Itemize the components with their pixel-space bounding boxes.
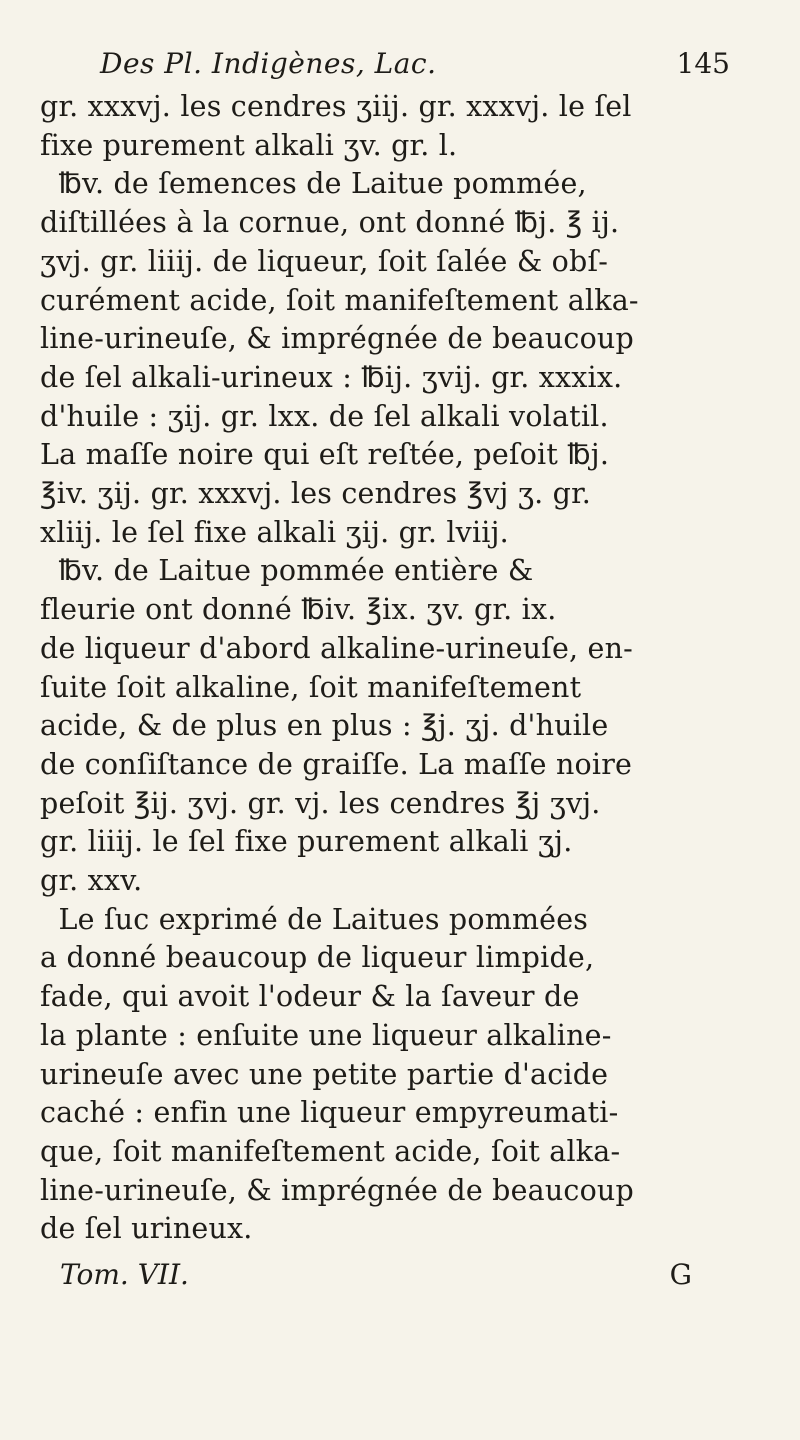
text-line: gr. xxxvj. les cendres ʒiij. gr. xxxvj. le ſel <box>40 90 632 123</box>
text-line: d'huile : ʒij. gr. lxx. de ſel alkali volatil. <box>40 399 609 433</box>
page-header <box>40 40 760 88</box>
text-line: ʒvj. gr. liiij. de liqueur, ſoit ſalée & obſ- <box>40 244 609 278</box>
text-line: ℥iv. ʒij. gr. xxxvj. les cendres ℥vj ʒ. gr. <box>40 477 592 511</box>
running-title: Des Pl. Indigènes, Lac. <box>100 47 437 80</box>
text-line: gr. xxv. <box>40 864 143 898</box>
text-line: de ſel alkali-urineux : ℔ij. ʒvij. gr. xxxix. <box>40 360 623 394</box>
text-line: peſoit ℥ij. ʒvj. gr. vj. les cendres ℥j ʒvj. <box>40 786 601 820</box>
text-line: line-urineuſe, & imprégnée de beaucoup <box>40 1173 634 1207</box>
text-line: La maſſe noire qui eſt reſtée, peſoit ℔j. <box>40 438 610 472</box>
text-line: de conſiſtance de graiſſe. La maſſe noire <box>40 747 633 781</box>
text-line: que, ſoit manifeſtement acide, ſoit alka- <box>40 1134 621 1168</box>
text-line: curément acide, ſoit manifeſtement alka- <box>40 283 639 317</box>
text-line: fixe purement alkali ʒv. gr. l. <box>40 128 458 162</box>
text-line: ℔v. de ſemences de Laitue pommée, <box>40 167 587 201</box>
text-line: de liqueur d'abord alkaline-urineuſe, en- <box>40 631 634 665</box>
text-line: urineuſe avec une petite partie d'acide <box>40 1057 609 1091</box>
text-line: line-urineuſe, & imprégnée de beaucoup <box>40 322 634 356</box>
text-line: de ſel urineux. <box>40 1212 253 1246</box>
volume-label: Tom. VII. <box>60 1258 189 1291</box>
page-number: 145 <box>676 47 730 80</box>
text-line: gr. liiij. le ſel fixe purement alkali ʒj. <box>40 825 573 859</box>
text-line: acide, & de plus en plus : ℥j. ʒj. d'huile <box>40 709 609 743</box>
text-line: fleurie ont donné ℔iv. ℥ix. ʒv. gr. ix. <box>40 593 557 627</box>
page-body-text <box>40 88 760 1249</box>
text-line: xliij. le ſel fixe alkali ʒij. gr. lviij. <box>40 515 509 549</box>
text-line: diſtillées à la cornue, ont donné ℔j. ℥ ij. <box>40 206 620 240</box>
text-line: caché : enfin une liqueur empyreumati- <box>40 1096 619 1130</box>
text-line: ſuite ſoit alkaline, ſoit manifeſtement <box>40 670 582 704</box>
signature-mark: G <box>669 1258 692 1291</box>
text-line: a donné beaucoup de liqueur limpide, <box>40 941 595 975</box>
page-footer <box>60 1255 720 1295</box>
text-line: Le ſuc exprimé de Laitues pommées <box>40 902 589 936</box>
text-line: fade, qui avoit l'odeur & la ſaveur de <box>40 980 580 1014</box>
text-line: la plante : enſuite une liqueur alkaline- <box>40 1018 612 1052</box>
text-line: ℔v. de Laitue pommée entière & <box>40 554 534 588</box>
